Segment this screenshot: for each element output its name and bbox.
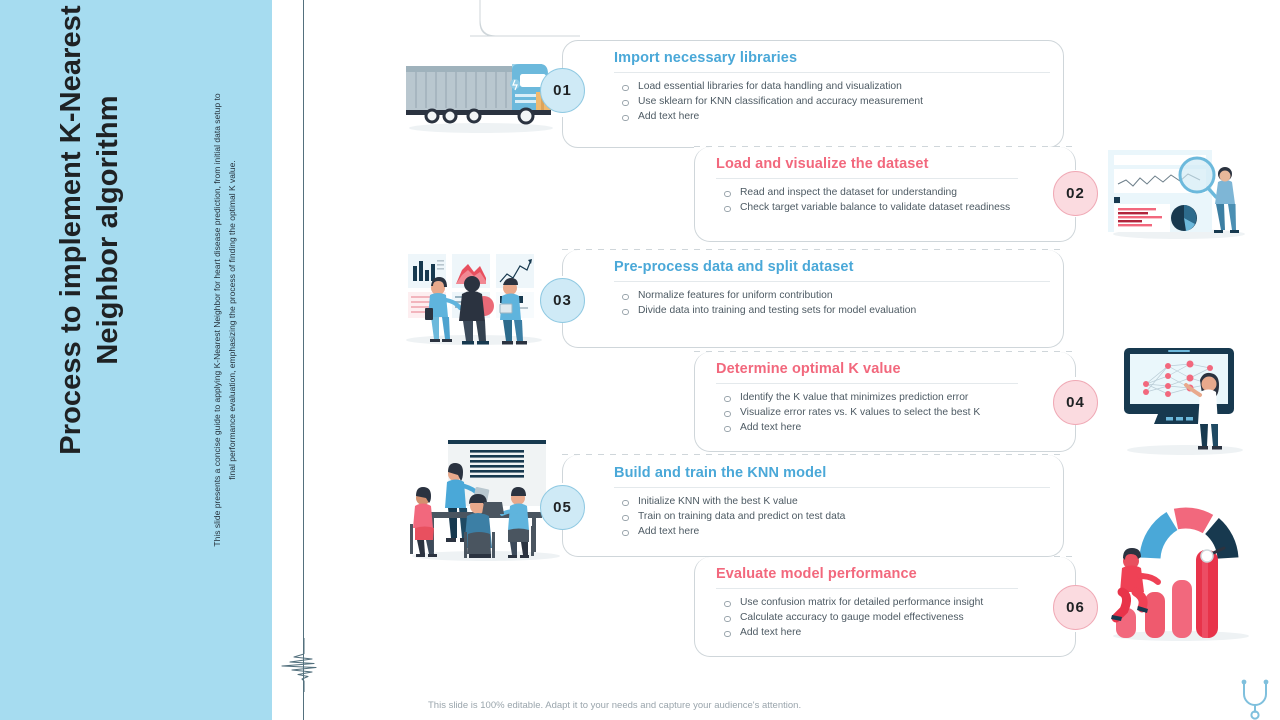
step-card-02[interactable] (694, 147, 1085, 242)
step-bullets-06 (716, 596, 1018, 641)
step-card-05[interactable] (553, 455, 1064, 557)
list-item: Divide data into training and testing sets for model evaluation (614, 304, 1050, 318)
step-bullets-03 (614, 289, 1050, 318)
step-bullets-02 (716, 186, 1018, 215)
step-card-05-content (614, 465, 1050, 541)
page-subtitle-container (200, 80, 250, 560)
step-card-01[interactable] (553, 40, 1064, 148)
step-card-04[interactable] (694, 352, 1085, 452)
step-title-06: Evaluate model performance (716, 566, 917, 582)
step-number-06: 06 (1053, 585, 1098, 630)
step-bullets-05 (614, 495, 1050, 540)
list-item: Use confusion matrix for detailed performance insight (716, 596, 1018, 610)
step-card-06[interactable] (694, 557, 1085, 657)
page-title: Process to implement K-Nearest Neighbor algorithm (54, 5, 124, 455)
list-item: Normalize features for uniform contribution (614, 289, 1050, 303)
list-item: Use sklearn for KNN classification and accuracy measurement (614, 95, 1050, 109)
step-title-04: Determine optimal K value (716, 361, 901, 377)
page-title-container (25, 0, 155, 510)
step-card-03[interactable] (553, 250, 1064, 348)
divider (614, 72, 1050, 73)
divider (716, 178, 1018, 179)
step-card-03-dashed-top (562, 249, 1064, 250)
team-reviewing-charts-illustration (392, 248, 556, 348)
data-dashboard-with-magnifier-illustration (1100, 142, 1258, 242)
step-card-04-dashed-top (694, 351, 1076, 352)
connector-line-01 (470, 0, 580, 46)
vertical-spine-line (303, 0, 304, 720)
scribble-line-icon (276, 636, 332, 692)
performance-gauge-with-bars-illustration (1098, 502, 1264, 644)
list-item: Add text here (716, 626, 1018, 640)
page-subtitle: This slide presents a concise guide to applying K-Nearest Neighbor for heart disease prediction, from initial data setup to final performance evaluation, emphasizing the process of finding the optimal K value. (212, 93, 237, 547)
stethoscope-icon (1232, 676, 1278, 720)
editable-note: This slide is 100% editable. Adapt it to your needs and capture your audience's attention. (428, 700, 802, 711)
divider (716, 383, 1018, 384)
divider (614, 281, 1050, 282)
title-panel (0, 0, 272, 720)
step-card-02-dashed-top (694, 146, 1076, 147)
list-item: Add text here (614, 110, 1050, 124)
list-item: Read and inspect the dataset for understanding (716, 186, 1018, 200)
step-number-04: 04 (1053, 380, 1098, 425)
step-card-01-content (614, 50, 1050, 126)
step-card-04-content (716, 361, 1018, 437)
step-bullets-04 (716, 391, 1018, 436)
list-item: Calculate accuracy to gauge model effectiveness (716, 611, 1018, 625)
step-number-05: 05 (540, 485, 585, 530)
step-number-01: 01 (540, 68, 585, 113)
step-number-03: 03 (540, 278, 585, 323)
list-item: Initialize KNN with the best K value (614, 495, 1050, 509)
step-title-03: Pre-process data and split dataset (614, 259, 854, 275)
step-number-02: 02 (1053, 171, 1098, 216)
list-item: Check target variable balance to validate dataset readiness (716, 201, 1018, 215)
divider (716, 588, 1018, 589)
list-item: Load essential libraries for data handling and visualization (614, 80, 1050, 94)
list-item: Train on training data and predict on test data (614, 510, 1050, 524)
step-card-06-dashed-top (694, 556, 1076, 557)
step-title-05: Build and train the KNN model (614, 465, 827, 481)
list-item: Identify the K value that minimizes prediction error (716, 391, 1018, 405)
step-card-02-content (716, 156, 1018, 216)
list-item: Visualize error rates vs. K values to select the best K (716, 406, 1018, 420)
step-title-01: Import necessary libraries (614, 50, 798, 66)
step-card-05-dashed-top (562, 454, 1064, 455)
woman-at-monitor-neural-network-illustration (1112, 340, 1258, 458)
step-card-06-content (716, 566, 1018, 642)
step-title-02: Load and visualize the dataset (716, 156, 929, 172)
divider (614, 487, 1050, 488)
list-item: Add text here (716, 421, 1018, 435)
step-card-03-content (614, 259, 1050, 319)
step-bullets-01 (614, 80, 1050, 125)
list-item: Add text here (614, 525, 1050, 539)
